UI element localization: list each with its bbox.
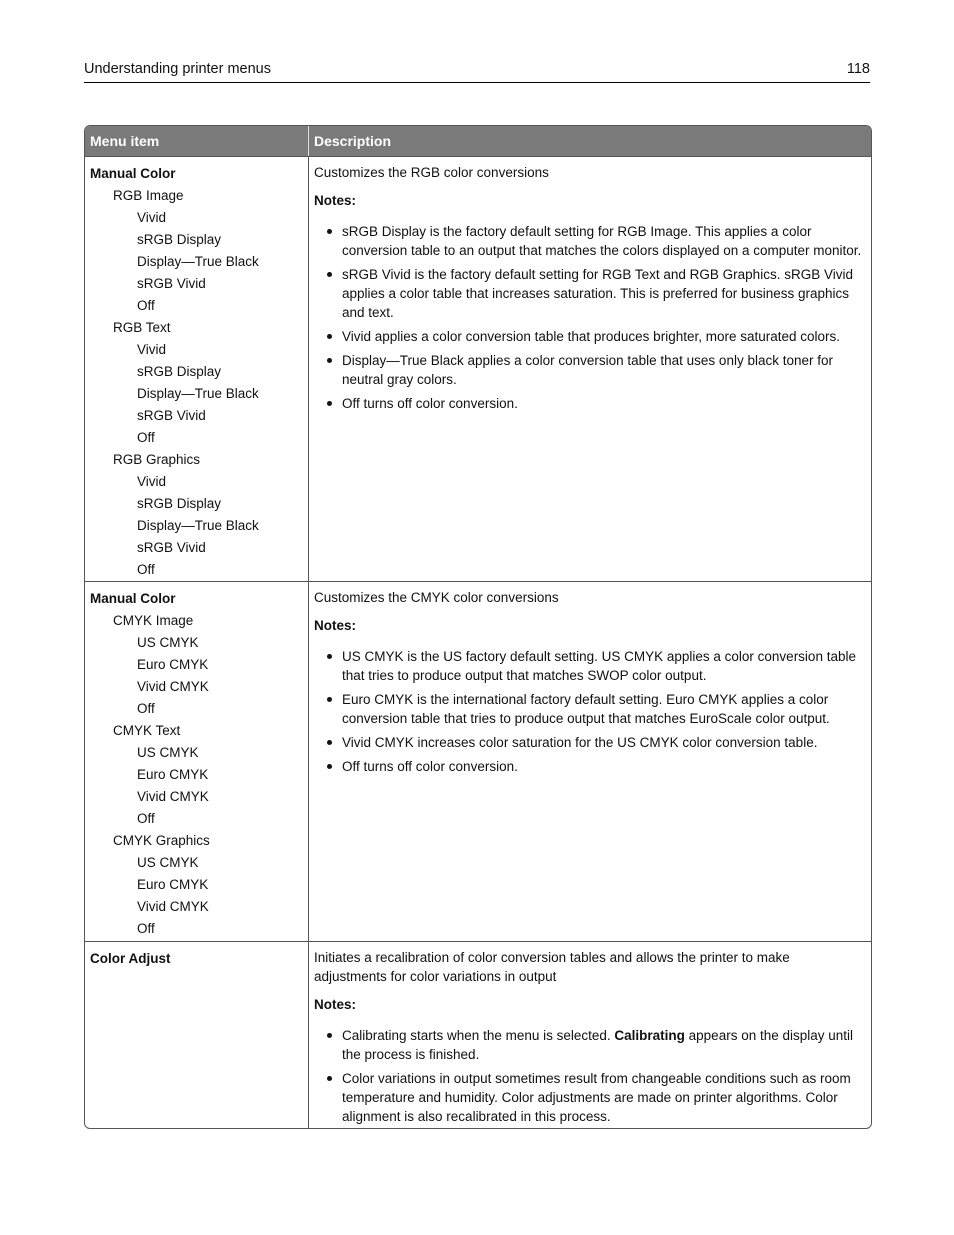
menu-item: Off — [137, 921, 155, 936]
menu-item: Off — [137, 811, 155, 826]
menu-item: Manual Color — [90, 166, 176, 181]
menu-item: RGB Image — [113, 188, 184, 203]
note-item: US CMYK is the US factory default setting. US CMYK applies a color conversion table that tries to produce output that matches SWOP color output. — [314, 647, 866, 685]
note-text: Calibrating starts when the menu is selected. — [342, 1028, 615, 1043]
menu-item: CMYK Image — [113, 613, 194, 628]
description-text: Initiates a recalibration of color conversion tables and allows the printer to make adjustments for color variations in output — [314, 950, 790, 984]
menu-item: Display—True Black — [137, 254, 259, 269]
note-emphasis: Calibrating — [614, 1028, 685, 1043]
menu-item: sRGB Display — [137, 232, 222, 247]
description-cell — [309, 157, 871, 581]
table-row — [85, 156, 871, 581]
menu-item: sRGB Vivid — [137, 276, 206, 291]
notes-label: Notes: — [314, 618, 357, 633]
note-item: Color variations in output sometimes result from changeable conditions such as room temperature and humidity. Color adjustments are made on printer algorithms. Color alignment is also recalibrated in this process. — [314, 1069, 866, 1126]
note-item: Off turns off color conversion. — [314, 394, 866, 413]
menu-item: sRGB Vivid — [137, 408, 206, 423]
notes-list — [314, 1026, 866, 1126]
menu-item: Vivid — [137, 342, 167, 357]
menu-item: sRGB Display — [137, 496, 222, 511]
menu-item: Vivid CMYK — [137, 899, 209, 914]
menu-item: Euro CMYK — [137, 657, 209, 672]
menu-item: sRGB Vivid — [137, 540, 206, 555]
note-item: Vivid CMYK increases color saturation for the US CMYK color conversion table. — [314, 733, 866, 752]
page-number: 118 — [846, 61, 870, 77]
menu-item: Vivid — [137, 210, 167, 225]
menu-item: Off — [137, 430, 155, 445]
menu-item-cell — [85, 157, 309, 581]
menu-item: sRGB Display — [137, 364, 222, 379]
notes-list — [314, 222, 866, 413]
note-item — [314, 1026, 866, 1064]
note-text: appears on the display until the process is finished. — [342, 1028, 854, 1062]
column-header-menu-item: Menu item — [85, 126, 309, 156]
notes-label: Notes: — [314, 193, 357, 208]
page-header — [84, 60, 870, 83]
menu-item-cell — [85, 582, 309, 941]
description-text: Customizes the RGB color conversions — [314, 165, 549, 180]
menu-item: US CMYK — [137, 855, 199, 870]
menu-item: CMYK Graphics — [113, 833, 210, 848]
menu-item: Display—True Black — [137, 518, 259, 533]
menu-item: Color Adjust — [90, 951, 171, 966]
note-item: Euro CMYK is the international factory default setting. Euro CMYK applies a color conversion table that tries to produce output that matches EuroScale color output. — [314, 690, 866, 728]
column-header-description: Description — [314, 133, 392, 149]
note-item: Vivid applies a color conversion table that produces brighter, more saturated colors. — [314, 327, 866, 346]
notes-list — [314, 647, 866, 776]
table-row — [85, 581, 871, 941]
menu-item: US CMYK — [137, 635, 199, 650]
menu-item-cell — [85, 942, 309, 1128]
menu-item: Vivid — [137, 474, 167, 489]
note-item: sRGB Display is the factory default setting for RGB Image. This applies a color conversion table to an output that matches the colors displayed on a computer monitor. — [314, 222, 866, 260]
menu-item: Off — [137, 298, 155, 313]
note-item: sRGB Vivid is the factory default setting for RGB Text and RGB Graphics. sRGB Vivid applies a color table that increases saturation. This is preferred for business graphics and text. — [314, 265, 866, 322]
table-row — [85, 941, 871, 1128]
menu-item: US CMYK — [137, 745, 199, 760]
description-text: Customizes the CMYK color conversions — [314, 590, 559, 605]
table-header-row — [85, 126, 871, 156]
menu-item: Euro CMYK — [137, 767, 209, 782]
menu-item: Off — [137, 562, 155, 577]
description-cell — [309, 582, 871, 941]
menu-item: RGB Graphics — [113, 452, 201, 467]
note-item: Display—True Black applies a color conversion table that uses only black toner for neutral gray colors. — [314, 351, 866, 389]
description-cell — [309, 942, 871, 1128]
menu-item: Vivid CMYK — [137, 679, 209, 694]
menu-table — [84, 125, 872, 1129]
note-item: Off turns off color conversion. — [314, 757, 866, 776]
menu-item: RGB Text — [113, 320, 171, 335]
menu-item: Display—True Black — [137, 386, 259, 401]
menu-item: CMYK Text — [113, 723, 181, 738]
notes-label: Notes: — [314, 997, 357, 1012]
running-title: Understanding printer menus — [84, 61, 271, 77]
menu-item: Off — [137, 701, 155, 716]
menu-item: Manual Color — [90, 591, 176, 606]
menu-item: Euro CMYK — [137, 877, 209, 892]
menu-item: Vivid CMYK — [137, 789, 209, 804]
